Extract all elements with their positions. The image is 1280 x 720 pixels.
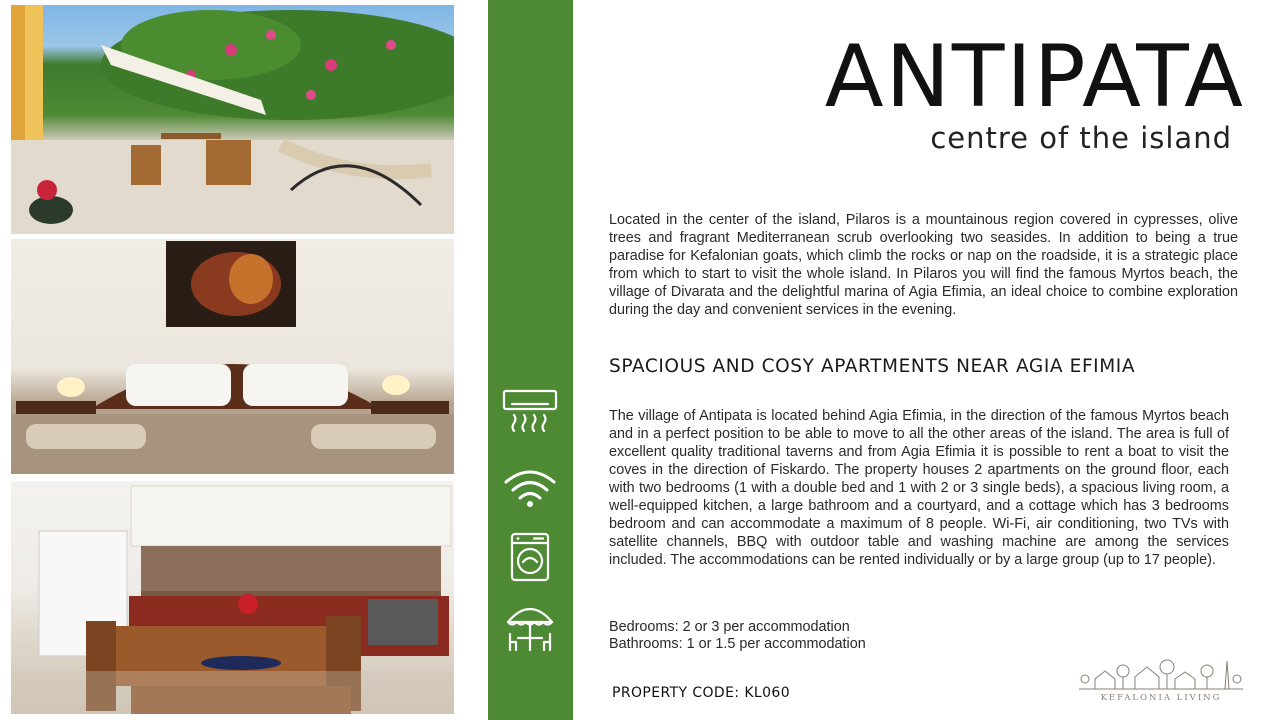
kefalonia-living-logo — [1075, 655, 1247, 713]
terrace-photo — [11, 5, 454, 234]
section-heading: SPACIOUS AND COSY APARTMENTS NEAR AGIA EFIMIA — [609, 356, 1136, 377]
bedroom-photo — [11, 239, 454, 474]
outdoor-table-umbrella-icon — [500, 600, 560, 660]
bedrooms-spec: Bedrooms: 2 or 3 per accommodation — [609, 619, 850, 635]
air-conditioning-icon — [500, 385, 560, 445]
bathrooms-spec: Bathrooms: 1 or 1.5 per accommodation — [609, 636, 866, 652]
logo-text: KEFALONIA LIVING — [1100, 693, 1222, 703]
page-title: ANTIPATA — [824, 27, 1245, 127]
logo-graphic-icon — [1075, 655, 1247, 695]
page-subtitle: centre of the island — [930, 121, 1232, 155]
wifi-icon — [500, 458, 560, 518]
property-code: PROPERTY CODE: KL060 — [612, 685, 791, 701]
washing-machine-icon — [500, 528, 560, 588]
intro-paragraph: Located in the center of the island, Pilaros is a mountainous region covered in cypresses, olive trees and fragrant Mediterranean scrub overlooking two seasides. In addition to being a true paradise for Kefalonian goats, which climb the rocks or nap on the roadside, it is a strategic place from which to start to visit the whole island. In Pilaros you will find the famous Myrtos beach, the village of Divarata and the delightful marina of Agia Efimia, an ideal choice to combine exploration during the day and convenient services in the evening. — [609, 212, 1238, 318]
kitchen-dining-photo — [11, 481, 454, 714]
description-paragraph: The village of Antipata is located behind Agia Efimia, in the direction of the famous Myrtos beach and in a perfect position to be able to move to all the other areas of the island. The area is full of excellent quality traditional taverns and from Agia Efimia it is possible to rent a boat to visit the coves in the direction of Fiskardo. The property houses 2 apartments on the ground floor, each with two bedrooms (1 with a double bed and 1 with 2 or 3 single beds), a spacious living room, a well-equipped kitchen, a large bathroom and a courtyard, and a cottage which has 3 bedrooms bedroom and can accommodate a maximum of 8 people. Wi-Fi, air conditioning, two TVs with satellite channels, BBQ with outdoor table and washing machine are among the services included. The accommodations can be rented individually or by a large group (up to 17 people). — [609, 408, 1229, 568]
